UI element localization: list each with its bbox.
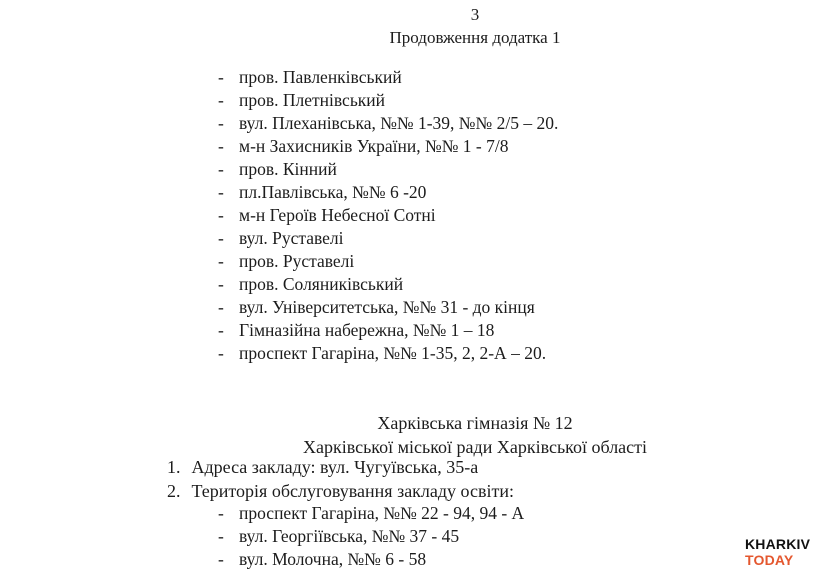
numbered-item: 2. Територія обслуговування закладу освіти: <box>167 481 514 501</box>
list-item: - вул. Університетська, №№ 31 - до кінця <box>218 297 535 317</box>
school-name: Харківська гімназія № 12 <box>377 413 573 433</box>
list-item: - м-н Героїв Небесної Сотні <box>218 205 436 225</box>
list-item: - пров. Руставелі <box>218 251 355 271</box>
list-item: - вул. Руставелі <box>218 228 344 248</box>
list-item: - проспект Гагаріна, №№ 22 - 94, 94 - А <box>218 503 525 523</box>
list-item: - пров. Плетнівський <box>218 90 386 110</box>
list-item: - проспект Гагаріна, №№ 1-35, 2, 2-А – 20. <box>218 343 547 363</box>
numbered-list <box>167 455 514 503</box>
list-item: - м-н Захисників України, №№ 1 - 7/8 <box>218 136 509 156</box>
list-item: - пров. Кінний <box>218 159 337 179</box>
page-number: 3 <box>470 5 480 24</box>
list-item: - пров. Павленківський <box>218 67 402 87</box>
continuation-title: Продовження додатка 1 <box>389 28 561 47</box>
street-list-top <box>218 66 558 365</box>
kharkiv-today-logo <box>745 536 825 568</box>
logo-line-1: KHARKIV <box>745 536 811 552</box>
list-item: - вул. Плеханівська, №№ 1-39, №№ 2/5 – 20. <box>218 113 559 133</box>
school-council: Харківської міської ради Харківської області <box>302 437 648 457</box>
numbered-item: 1. Адреса закладу: вул. Чугуївська, 35-а <box>167 457 479 477</box>
list-item: - вул. Молочна, №№ 6 - 58 <box>218 549 427 569</box>
logo-line-2: TODAY <box>745 552 794 568</box>
list-item: - пл.Павлівська, №№ 6 -20 <box>218 182 427 202</box>
street-list-bottom <box>218 502 524 571</box>
list-item: - Гімназійна набережна, №№ 1 – 18 <box>218 320 495 340</box>
list-item: - пров. Соляниківський <box>218 274 404 294</box>
list-item: - вул. Георгіївська, №№ 37 - 45 <box>218 526 460 546</box>
